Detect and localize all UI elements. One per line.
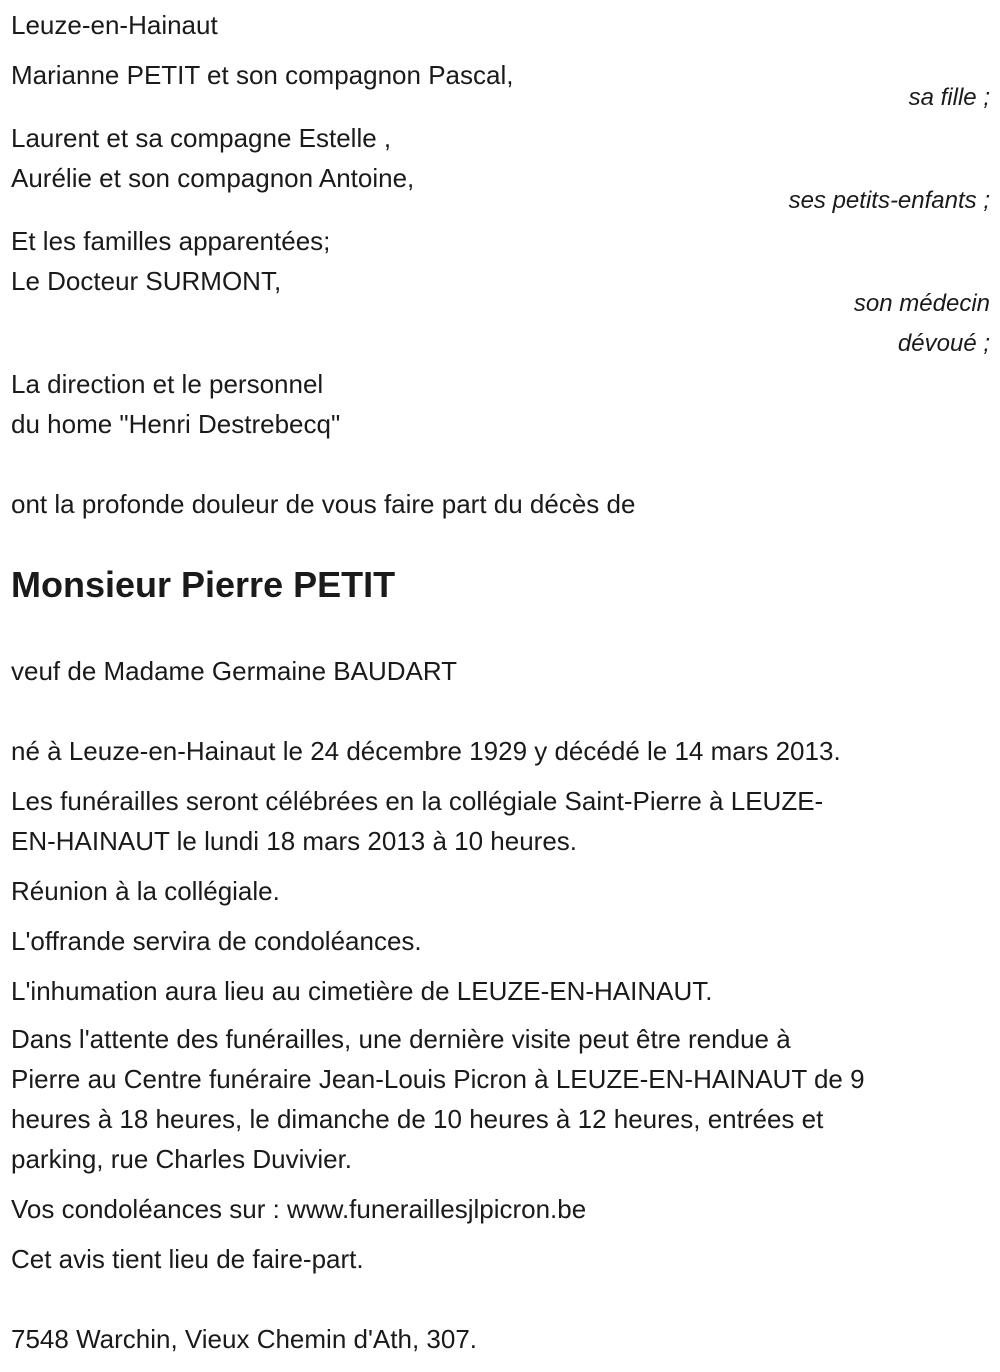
funeral-info: EN-HAINAUT le lundi 18 mars 2013 à 10 heures.	[11, 826, 578, 856]
condolences-link: Vos condoléances sur : www.funeraillesjlpicron.be	[11, 1194, 587, 1224]
meeting-info: Réunion à la collégiale.	[11, 876, 280, 906]
burial-info: L'inhumation aura lieu au cimetière de LEUZE-EN-HAINAUT.	[11, 976, 713, 1006]
family-line: Aurélie et son compagnon Antoine,	[11, 163, 415, 193]
visit-info: heures à 18 heures, le dimanche de 10 heures à 12 heures, entrées et	[11, 1104, 824, 1134]
notice-statement: Cet avis tient lieu de faire-part.	[11, 1244, 364, 1274]
relation-label: ses petits-enfants ;	[788, 187, 990, 214]
family-line: du home "Henri Destrebecq"	[11, 409, 341, 439]
funeral-info: Les funérailles seront célébrées en la collégiale Saint-Pierre à LEUZE-	[11, 786, 824, 816]
family-line: Marianne PETIT et son compagnon Pascal,	[11, 60, 514, 90]
relation-label: sa fille ;	[908, 84, 990, 111]
visit-info: Pierre au Centre funéraire Jean-Louis Picron à LEUZE-EN-HAINAUT de 9	[11, 1064, 865, 1094]
family-line: Le Docteur SURMONT,	[11, 266, 282, 296]
birth-death: né à Leuze-en-Hainaut le 24 décembre 1929 y décédé le 14 mars 2013.	[11, 736, 841, 766]
address: 7548 Warchin, Vieux Chemin d'Ath, 307.	[11, 1324, 478, 1354]
family-line: La direction et le personnel	[11, 369, 324, 399]
family-line: Laurent et sa compagne Estelle ,	[11, 123, 392, 153]
family-line: Et les familles apparentées;	[11, 226, 331, 256]
relation-label: son médecin	[853, 290, 990, 317]
widower-of: veuf de Madame Germaine BAUDART	[11, 656, 458, 686]
relation-label: dévoué ;	[897, 330, 990, 357]
deceased-name: Monsieur Pierre PETIT	[11, 564, 396, 605]
visit-info: parking, rue Charles Duvivier.	[11, 1144, 353, 1174]
city: Leuze-en-Hainaut	[11, 10, 218, 40]
offering-info: L'offrande servira de condoléances.	[11, 926, 422, 956]
visit-info: Dans l'attente des funérailles, une dernière visite peut être rendue à	[11, 1024, 791, 1054]
announcement: ont la profonde douleur de vous faire part du décès de	[11, 489, 636, 519]
